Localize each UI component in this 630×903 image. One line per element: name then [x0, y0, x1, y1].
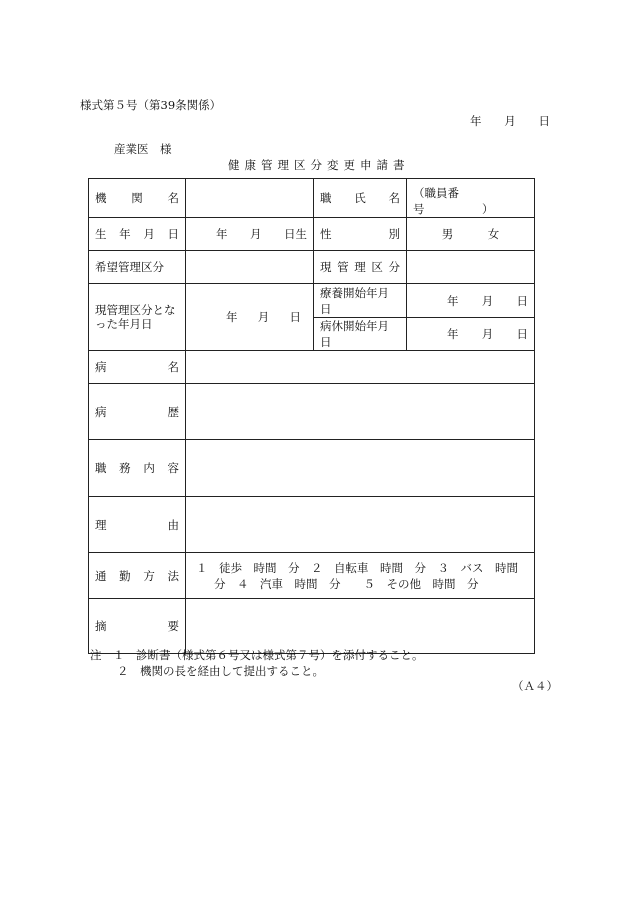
commute-label: 通 勤 方 法	[89, 553, 186, 599]
desired-class-label: 希望管理区分	[89, 251, 186, 284]
application-form-table	[88, 178, 535, 654]
class-change-date-label: 現管理区分となった年月日	[89, 284, 186, 351]
duties-field[interactable]	[186, 440, 535, 497]
job-title-field[interactable]	[407, 179, 535, 218]
job-title-label: 職 氏 名	[314, 179, 407, 218]
form-number: 様式第５号（第39条関係）	[80, 98, 222, 112]
paper-size: （Ａ４）	[512, 679, 558, 693]
date-month: 月	[504, 114, 516, 128]
remarks-label: 摘 要	[89, 599, 186, 654]
employee-number: （職員番号 ）	[413, 186, 494, 216]
agency-label: 機 関 名	[89, 179, 186, 218]
sex-field[interactable]	[407, 218, 535, 251]
duties-label: 職 務 内 容	[89, 440, 186, 497]
notes	[90, 647, 424, 679]
desired-class-field[interactable]	[186, 251, 314, 284]
agency-field[interactable]	[186, 179, 314, 218]
class-change-date-field[interactable]: 年 月 日	[186, 284, 314, 351]
current-class-label: 現 管 理 区 分	[314, 251, 407, 284]
birth-field[interactable]: 年 月 日生	[186, 218, 314, 251]
treatment-start-field[interactable]: 年 月 日	[407, 284, 535, 318]
addressee: 産業医 様	[114, 142, 172, 156]
medical-history-label: 病 歴	[89, 384, 186, 440]
date-year: 年	[470, 114, 482, 128]
disease-field[interactable]	[186, 351, 535, 384]
commute-field[interactable]	[186, 553, 535, 599]
date-line	[470, 113, 550, 129]
disease-label: 病 名	[89, 351, 186, 384]
reason-field[interactable]	[186, 497, 535, 553]
sex-options: 男 女	[441, 227, 500, 241]
treatment-start-label: 療養開始年月日	[314, 284, 407, 318]
medical-history-field[interactable]	[186, 384, 535, 440]
birth-label: 生 年 月 日	[89, 218, 186, 251]
date-day: 日	[538, 114, 550, 128]
sick-leave-start-field[interactable]: 年 月 日	[407, 318, 535, 351]
commute-options-line2: 分 ４ 汽車 時間 分 ５ その他 時間 分	[214, 576, 479, 591]
note-2: ２ 機関の長を経由して提出すること。	[117, 664, 324, 678]
sex-label: 性 別	[314, 218, 407, 251]
page-title: 健康管理区分変更申請書	[228, 158, 410, 172]
remarks-field[interactable]	[186, 599, 535, 654]
current-class-field[interactable]	[407, 251, 535, 284]
commute-options-line1: １ 徒歩 時間 分 ２ 自転車 時間 分 ３ バス 時間	[196, 560, 518, 575]
sick-leave-start-label: 病休開始年月日	[314, 318, 407, 351]
note-1: 注 １ 診断書（様式第６号又は様式第７号）を添付すること。	[90, 648, 424, 662]
reason-label: 理 由	[89, 497, 186, 553]
